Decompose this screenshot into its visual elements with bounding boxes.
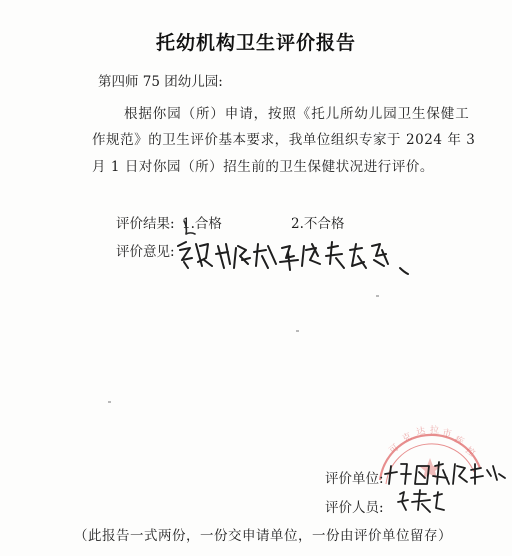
body-paragraph-line-3: 月 1 日对你园（所）招生前的卫生保健状况进行评价。 [92,159,434,175]
scan-speck [108,401,111,403]
svg-text:疾: 疾 [452,434,466,448]
addressee-line: 第四师 75 团幼儿园: [98,74,223,90]
handwritten-unit-signature [383,456,508,492]
handwritten-check-mark [180,212,210,238]
evaluation-opinion-label: 评价意见: [116,244,175,260]
document-title: 托幼机构卫生评价报告 [155,32,356,54]
svg-text:克: 克 [400,431,414,445]
svg-text:控: 控 [463,445,477,459]
report-footnote: （此报告一式两份，一份交申请单位，一份由评价单位留存） [74,528,452,544]
svg-text:可: 可 [387,442,401,457]
handwritten-evaluator-signature [396,488,446,514]
result-option-pass: 1.合格 [182,216,222,232]
body-paragraph-line-2: 作规范》的卫生评价基本要求，我单位组织专家于 2024 年 3 [92,132,476,148]
evaluation-unit-label: 评价单位: [325,471,384,487]
handwritten-opinion [172,238,422,278]
svg-text:拉: 拉 [430,426,440,436]
svg-text:达: 达 [415,426,427,438]
evaluation-result-label: 评价结果: [116,216,175,232]
svg-text:市: 市 [441,428,453,440]
scan-speck [376,295,379,297]
scan-speck [296,330,299,332]
result-option-fail: 2.不合格 [291,216,345,232]
evaluator-label: 评价人员: [325,500,384,516]
body-paragraph-line-1: 根据你园（所）申请，按照《托儿所幼儿园卫生保健工 [124,106,470,122]
